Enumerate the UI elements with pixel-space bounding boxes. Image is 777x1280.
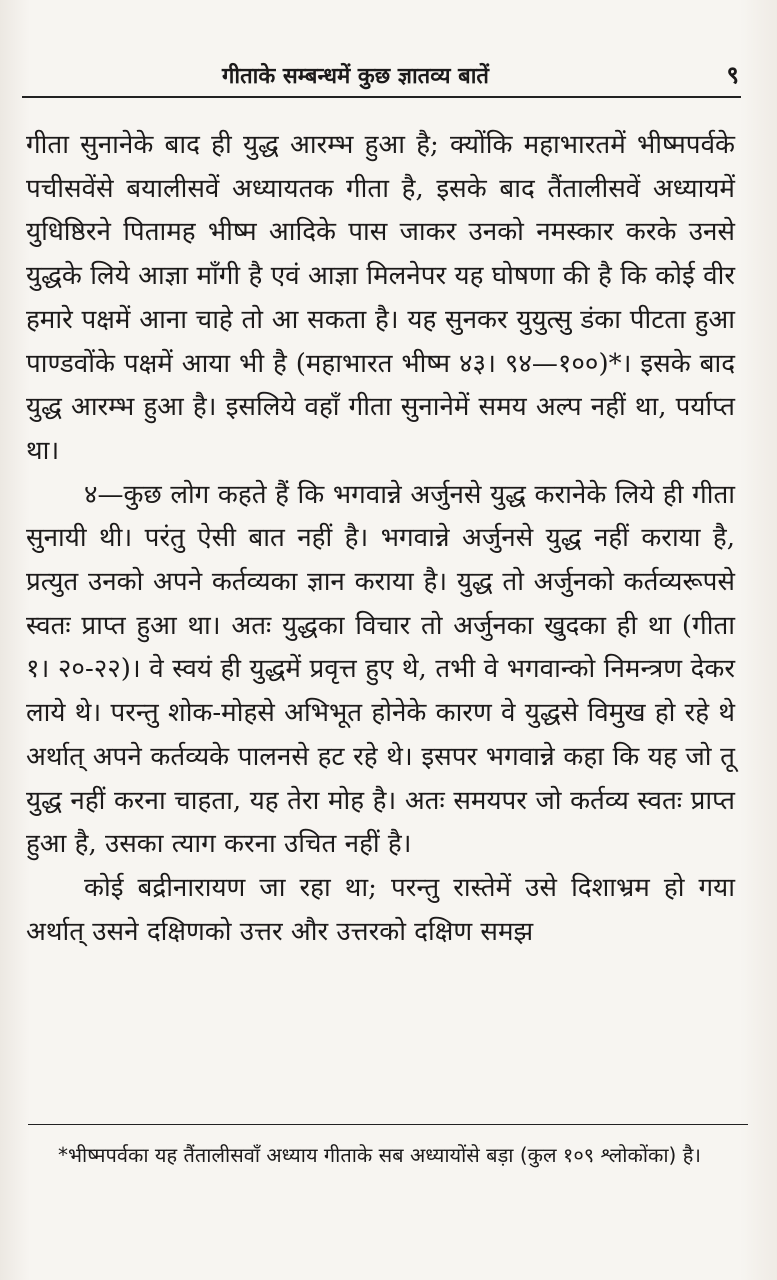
running-header: [22, 58, 739, 98]
footnote: *भीष्मपर्वका यह तैंतालीसवाँ अध्याय गीताके सब अध्यायोंसे बड़ा (कुल १०९ श्लोकोंका) है।: [58, 1143, 701, 1167]
body-text: [26, 124, 735, 954]
page-number: ९: [726, 61, 739, 89]
header-rule: [22, 96, 741, 98]
paragraph-point-4: ४—कुछ लोग कहते हैं कि भगवान्ने अर्जुनसे युद्ध करानेके लिये ही गीता सुनायी थी। परंतु ऐसी बात नहीं है। भगवान्ने अर्जुनसे युद्ध नहीं कराया है, प्रत्युत उनको अपने कर्तव्यका ज्ञान कराया है। युद्ध तो अर्जुनको कर्तव्यरूपसे स्वतः प्राप्त हुआ था। अतः युद्धका विचार तो अर्जुनका खुदका ही था (गीता १। २०-२२)। वे स्वयं ही युद्धमें प्रवृत्त हुए थे, तभी वे भगवान्को निमन्त्रण देकर लाये थे। परन्तु शोक-मोहसे अभिभूत होनेके कारण वे युद्धसे विमुख हो रहे थे अर्थात् अपने कर्तव्यके पालनसे हट रहे थे। इसपर भगवान्ने कहा कि यह जो तू युद्ध नहीं करना चाहता, यह तेरा मोह है। अतः समयपर जो कर्तव्य स्वतः प्राप्त हुआ है, उसका त्याग करना उचित नहीं है।: [26, 479, 735, 860]
paragraph-badrinarayan-example: कोई बद्रीनारायण जा रहा था; परन्तु रास्तेमें उसे दिशाभ्रम हो गया अर्थात् उसने दक्षिणको उत्तर और उत्तरको दक्षिण समझ: [26, 872, 735, 947]
footnote-rule: [28, 1124, 748, 1125]
paragraph-continuation: गीता सुनानेके बाद ही युद्ध आरम्भ हुआ है; क्योंकि महाभारतमें भीष्मपर्वके पचीसवेंसे बयालीसवें अध्यायतक गीता है, इसके बाद तैंतालीसवें अध्यायमें युधिष्ठिरने पितामह भीष्म आदिके पास जाकर उनको नमस्कार करके उनसे युद्धके लिये आज्ञा माँगी है एवं आज्ञा मिलनेपर यह घोषणा की है कि कोई वीर हमारे पक्षमें आना चाहे तो आ सकता है। यह सुनकर युयुत्सु डंका पीटता हुआ पाण्डवोंके पक्षमें आया भी है (महाभारत भीष्म ४३। ९४—१००)*। इसके बाद युद्ध आरम्भ हुआ है। इसलिये वहाँ गीता सुनानेमें समय अल्प नहीं था, पर्याप्त था।: [26, 130, 735, 466]
running-header-title: गीताके सम्बन्धमें कुछ ज्ञातव्य बातें: [222, 64, 489, 89]
